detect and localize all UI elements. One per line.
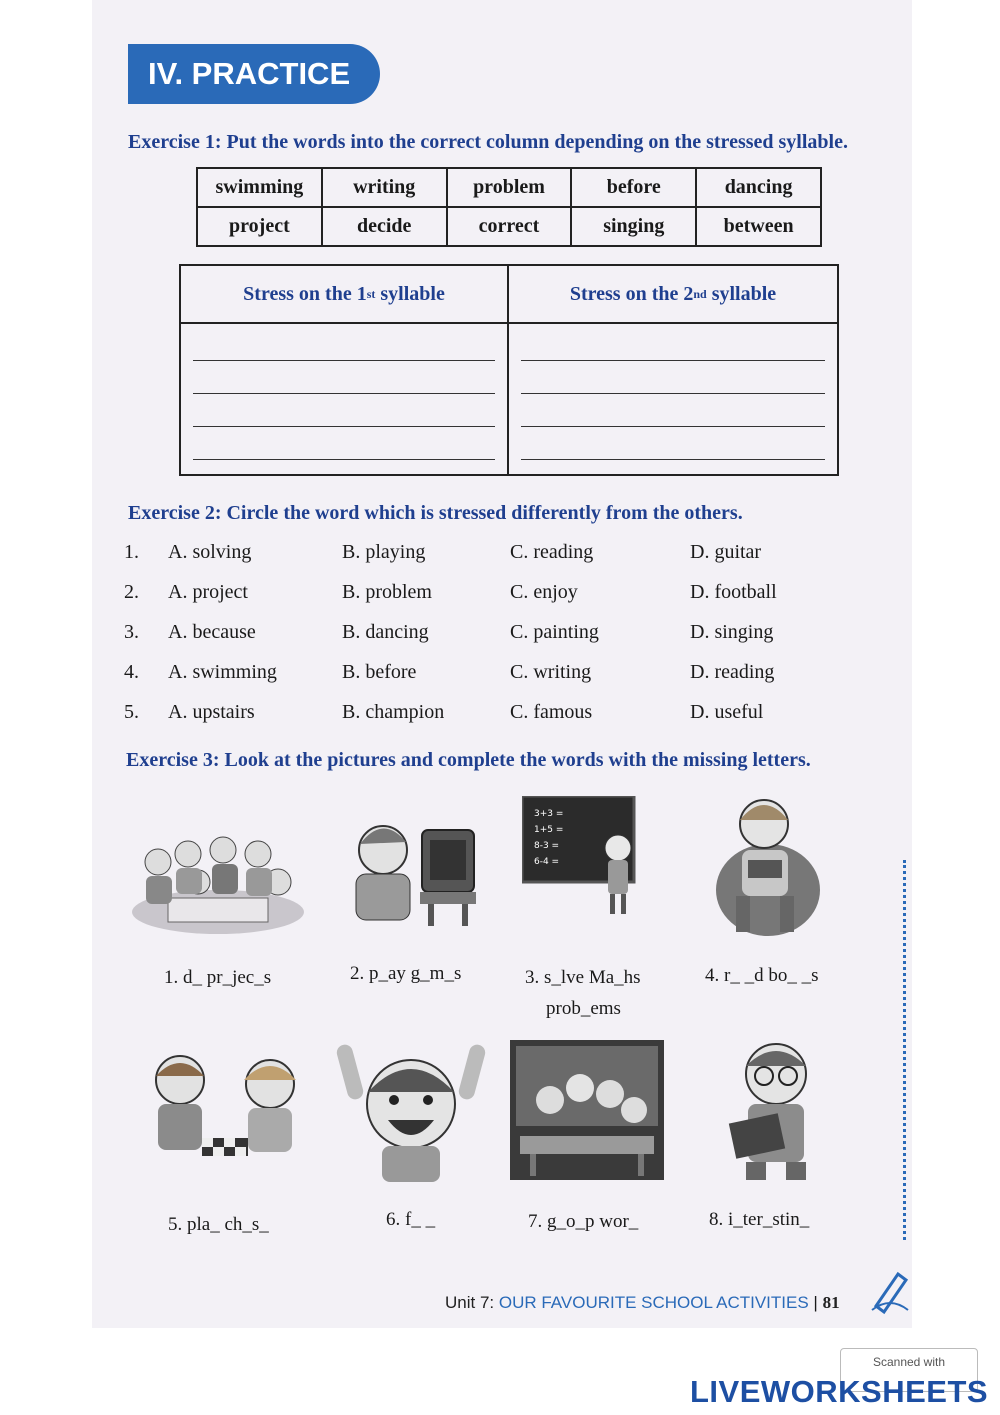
header-text: Stress on the 1: [243, 282, 367, 305]
word-cell: between: [696, 207, 821, 246]
question-number: 5.: [124, 701, 139, 723]
page-edge-decoration: [903, 860, 906, 1240]
question-number: 4.: [124, 661, 139, 683]
answer-line[interactable]: [521, 360, 825, 361]
word-cell: writing: [322, 168, 447, 207]
word-cell: decide: [322, 207, 447, 246]
option-d[interactable]: D. reading: [690, 661, 775, 683]
word-cell: singing: [571, 207, 696, 246]
option-a[interactable]: A. because: [168, 621, 256, 643]
page-footer: [445, 1293, 840, 1313]
question-row: [124, 581, 824, 617]
answer-line[interactable]: [193, 393, 495, 394]
answer-line[interactable]: [193, 459, 495, 460]
question-number: 3.: [124, 621, 139, 643]
stress-first-column: [181, 266, 509, 474]
option-a[interactable]: A. project: [168, 581, 248, 603]
option-b[interactable]: B. playing: [342, 541, 426, 563]
option-c[interactable]: C. painting: [510, 621, 599, 643]
picture-caption-4: 4. r_ _d bo_ _s: [705, 965, 819, 986]
kids-playing-chess-image: [140, 1046, 310, 1176]
option-d[interactable]: D. guitar: [690, 541, 762, 563]
board-line: 1+5 =: [534, 825, 564, 835]
page-number: 81: [822, 1293, 840, 1312]
picture-caption-3: 3. s_lve Ma_hs: [525, 967, 641, 988]
stress-second-column: [509, 266, 837, 474]
word-cell: dancing: [696, 168, 821, 207]
option-d[interactable]: D. useful: [690, 701, 764, 723]
option-a[interactable]: A. solving: [168, 541, 252, 563]
option-c[interactable]: C. reading: [510, 541, 594, 563]
answer-line[interactable]: [521, 459, 825, 460]
header-sup: nd: [693, 286, 707, 301]
option-a[interactable]: A. upstairs: [168, 701, 255, 723]
option-b[interactable]: B. champion: [342, 701, 445, 723]
picture-caption-2: 2. p_ay g_m_s: [350, 963, 462, 984]
question-row: [124, 621, 824, 657]
answer-line[interactable]: [521, 393, 825, 394]
header-text: Stress on the 2: [569, 282, 694, 305]
scanned-text: Scanned with: [872, 1355, 946, 1369]
picture-caption-5: 5. pla_ ch_s_: [168, 1214, 269, 1235]
option-c[interactable]: C. enjoy: [510, 581, 578, 603]
answer-line[interactable]: [193, 360, 495, 361]
option-c[interactable]: C. writing: [510, 661, 592, 683]
picture-caption-7: 7. g_o_p wor_: [528, 1211, 639, 1232]
answer-line[interactable]: [193, 426, 495, 427]
option-b[interactable]: B. before: [342, 661, 417, 683]
question-number: 1.: [124, 541, 139, 563]
question-row: [124, 701, 824, 737]
table-row: [197, 168, 821, 207]
footer-separator: |: [808, 1293, 823, 1312]
girl-solving-maths-image: [522, 796, 636, 916]
happy-boy-fun-image: [336, 1034, 486, 1184]
kids-doing-projects-image: [128, 820, 308, 940]
option-d[interactable]: D. singing: [690, 621, 774, 643]
stress-second-header: [509, 266, 837, 324]
board-line: 8-3 =: [534, 841, 560, 851]
exercise-1-heading: Exercise 1: Put the words into the correct column depending on the stressed syllable.: [128, 131, 848, 153]
option-a[interactable]: A. swimming: [168, 661, 277, 683]
footer-unit: Unit 7:: [445, 1293, 499, 1312]
exercise-2-heading: Exercise 2: Circle the word which is stressed differently from the others.: [128, 502, 743, 524]
picture-caption-3-line-2: prob_ems: [546, 998, 621, 1019]
header-text: syllable: [706, 282, 777, 305]
boy-playing-games-image: [338, 800, 488, 930]
answer-line[interactable]: [521, 426, 825, 427]
exercise-3-heading: Exercise 3: Look at the pictures and complete the words with the missing letters.: [126, 749, 811, 771]
girl-reading-books-image: [710, 790, 830, 940]
option-b[interactable]: B. dancing: [342, 621, 429, 643]
stress-first-header: [181, 266, 507, 324]
word-bank-table: [196, 167, 822, 247]
liveworksheets-logo: LIVEWORKSHEETS: [690, 1374, 989, 1409]
header-text: syllable: [375, 282, 445, 305]
group-work-image: [510, 1040, 664, 1180]
picture-caption-6: 6. f_ _: [386, 1209, 436, 1230]
word-cell: swimming: [197, 168, 322, 207]
picture-caption-8: 8. i_ter_stin_: [709, 1209, 810, 1230]
question-number: 2.: [124, 581, 139, 603]
board-line: 6-4 =: [534, 857, 560, 867]
question-row: [124, 541, 824, 577]
picture-caption-1: 1. d_ pr_jec_s: [164, 967, 272, 988]
pen-icon: [870, 1266, 910, 1316]
board-line: 3+3 =: [534, 809, 564, 819]
option-c[interactable]: C. famous: [510, 701, 593, 723]
footer-topic: OUR FAVOURITE SCHOOL ACTIVITIES: [498, 1293, 809, 1312]
word-cell: problem: [447, 168, 572, 207]
stress-sorting-table: [179, 264, 839, 476]
word-cell: project: [197, 207, 322, 246]
table-row: [197, 207, 821, 246]
header-sup: st: [366, 286, 376, 301]
option-d[interactable]: D. football: [690, 581, 777, 603]
word-cell: before: [571, 168, 696, 207]
question-row: [124, 661, 824, 697]
boy-reading-interesting-book-image: [724, 1036, 834, 1184]
section-title: IV. PRACTICE: [128, 44, 380, 104]
word-cell: correct: [447, 207, 572, 246]
option-b[interactable]: B. problem: [342, 581, 432, 603]
